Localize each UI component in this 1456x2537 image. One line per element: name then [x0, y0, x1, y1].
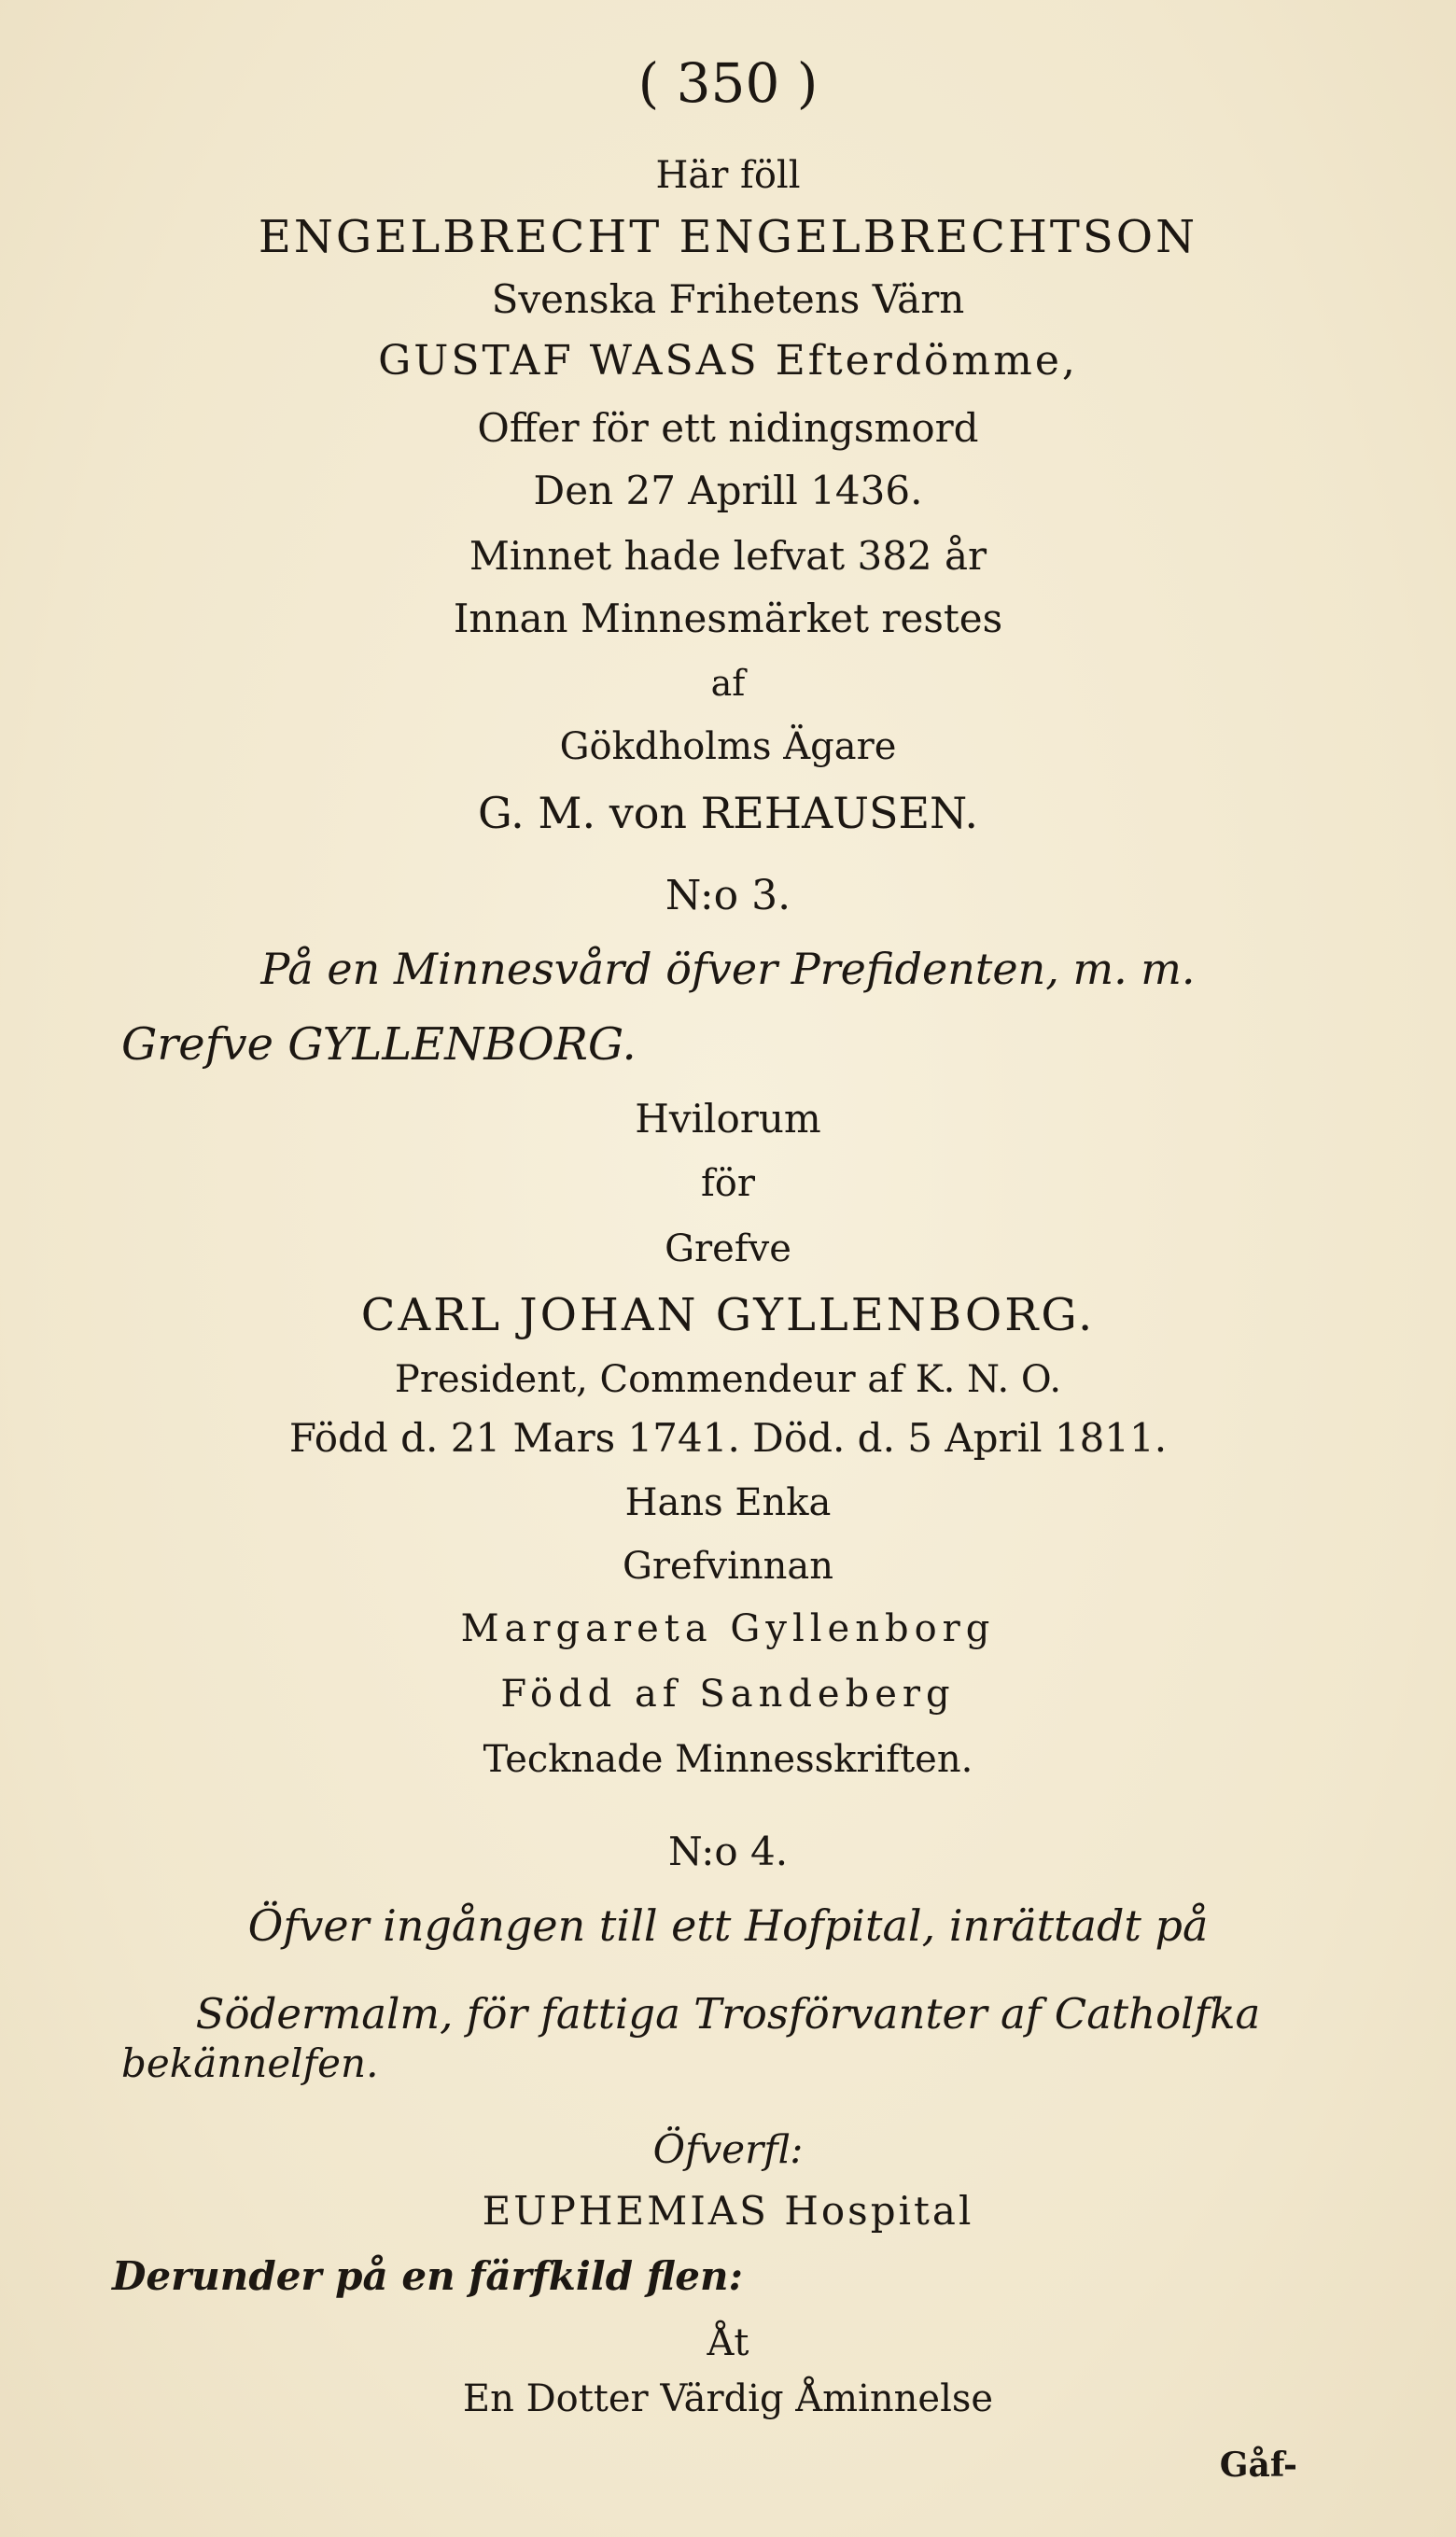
s2-line: för [700, 1162, 755, 1205]
s2-line: Grefvinnan [622, 1545, 834, 1588]
s1-line: Svenska Frihetens Värn [491, 276, 965, 322]
page-number: ( 350 ) [637, 51, 819, 115]
s1-line: Innan Minnesmärket restes [453, 596, 1003, 641]
s1-line: Offer för ett nidingsmord [477, 405, 979, 451]
section-number: N:o 3. [665, 872, 791, 919]
s3-line: En Dotter Värdig Åminnelse [462, 2377, 994, 2420]
section-heading: bekännelfen. [121, 2040, 379, 2086]
s1-line: ENGELBRECHT ENGELBRECHTSON [258, 211, 1198, 263]
s1-line: Den 27 Aprill 1436. [533, 468, 923, 513]
s2-line: Hvilorum [635, 1096, 821, 1142]
s1-line: G. M. von REHAUSEN. [478, 788, 978, 838]
s2-line: Tecknade Minnesskriften. [483, 1738, 973, 1781]
s2-line: Grefve [665, 1227, 791, 1270]
s1-line: Gökdholms Ägare [559, 725, 897, 768]
under-label: Derunder på en färfkild flen: [112, 2253, 744, 2299]
s2-line: President, Commendeur af K. N. O. [394, 1358, 1062, 1401]
section-heading: Grefve GYLLENBORG. [121, 1018, 637, 1071]
inscription-text: EUPHEMIAS Hospital [482, 2188, 974, 2234]
s2-line: Född af Sandeberg [500, 1673, 956, 1716]
s1-line: af [710, 663, 746, 704]
s1-line: GUSTAF WASAS Efterdömme, [378, 337, 1078, 385]
inscription-label: Öfverfl: [652, 2126, 804, 2172]
s2-line: Margareta Gyllenborg [460, 1607, 996, 1650]
s1-line: Minnet hade lefvat 382 år [469, 533, 987, 579]
section-number: N:o 4. [667, 1829, 789, 1874]
catchword: Gåf- [1219, 2446, 1297, 2485]
section-heading: Öfver ingången till ett Hofpital, inrättadt på [247, 1900, 1209, 1951]
s3-line: Åt [707, 2321, 749, 2364]
s2-line: Hans Enka [624, 1481, 832, 1524]
s2-line: Född d. 21 Mars 1741. Död. d. 5 April 1811. [288, 1415, 1168, 1461]
section-heading: Södermalm, för fattiga Trosförvanter af Catholfka [195, 1989, 1261, 2039]
s2-line: CARL JOHAN GYLLENBORG. [360, 1289, 1096, 1341]
section-heading: På en Minnesvård öfver Prefidenten, m. m. [260, 944, 1196, 994]
s1-line: Här föll [655, 154, 801, 197]
